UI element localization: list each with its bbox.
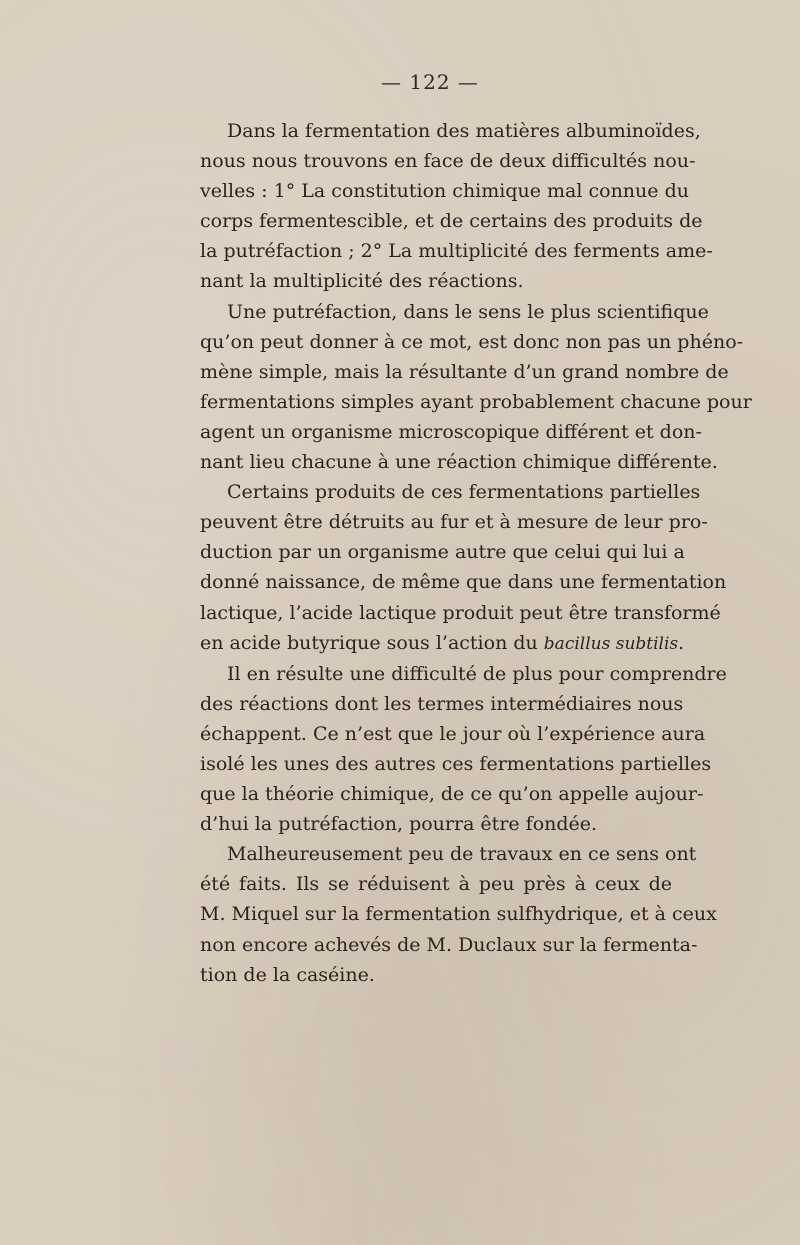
- text-line: Une putréfaction, dans le sens le plus scientifique: [227, 300, 709, 323]
- paragraph-5: [200, 839, 717, 989]
- text-line: échappent. Ce n’est que le jour où l’expérience aura: [200, 722, 706, 745]
- paragraph-4: [200, 659, 727, 840]
- text-line: que la théorie chimique, de ce qu’on appelle aujour-: [200, 783, 704, 806]
- paragraph-3: [200, 477, 727, 659]
- paragraph-1: [200, 116, 713, 297]
- text-line: des réactions dont les termes intermédiaires nous: [200, 692, 684, 715]
- text-line: qu’on peut donner à ce mot, est donc non pas un phéno-: [200, 330, 744, 353]
- text-line: Il en résulte une difficulté de plus pour comprendre: [227, 662, 727, 685]
- text-line: non encore achevés de M. Duclaux sur la fermenta-: [200, 933, 698, 956]
- text-line: tion de la caséine.: [200, 963, 375, 986]
- text-line: Certains produits de ces fermentations partielles: [227, 481, 701, 504]
- text-line: été faits. Ils se réduisent à peu près à ceux de: [200, 873, 672, 896]
- paragraph-2: [200, 297, 752, 478]
- text-line: peuvent être détruits au fur et à mesure de leur pro-: [200, 511, 708, 534]
- text-line: nant lieu chacune à une réaction chimique différente.: [200, 451, 718, 474]
- text-line: nant la multiplicité des réactions.: [200, 270, 524, 293]
- text-line: corps fermentescible, et de certains des produits de: [200, 210, 703, 233]
- text-line: velles : 1° La constitution chimique mal connue du: [200, 180, 689, 203]
- text-line: M. Miquel sur la fermentation sulfhydrique, et à ceux: [200, 903, 717, 926]
- text-line: agent un organisme microscopique différent et don-: [200, 420, 702, 443]
- text-line: mène simple, mais la résultante d’un grand nombre de: [200, 360, 729, 383]
- italic-species-name: bacillus subtilis: [543, 633, 679, 654]
- text-line: d’hui la putréfaction, pourra être fondée.: [200, 813, 598, 836]
- text-line: Dans la fermentation des matières albuminoïdes,: [227, 120, 701, 142]
- text-line: donné naissance, de même que dans une fermentation: [200, 571, 727, 594]
- text-line: Malheureusement peu de travaux en ce sens ont: [227, 843, 697, 866]
- text-line: lactique, l’acide lactique produit peut être transformé: [200, 601, 721, 624]
- text-line: la putréfaction ; 2° La multiplicité des ferments ame-: [200, 240, 713, 263]
- text-fragment: en acide butyrique sous l’action du: [200, 631, 544, 654]
- page-number: — 122 —: [381, 70, 479, 94]
- text-line: fermentations simples ayant probablement chacune pour: [200, 390, 752, 413]
- text-fragment: .: [678, 631, 685, 654]
- text-body: [200, 116, 752, 990]
- text-line: duction par un organisme autre que celui qui lui a: [200, 541, 685, 564]
- text-line: nous nous trouvons en face de deux difficultés nou-: [200, 150, 696, 173]
- text-line: isolé les unes des autres ces fermentations partielles: [200, 752, 712, 775]
- text-line: [200, 628, 685, 659]
